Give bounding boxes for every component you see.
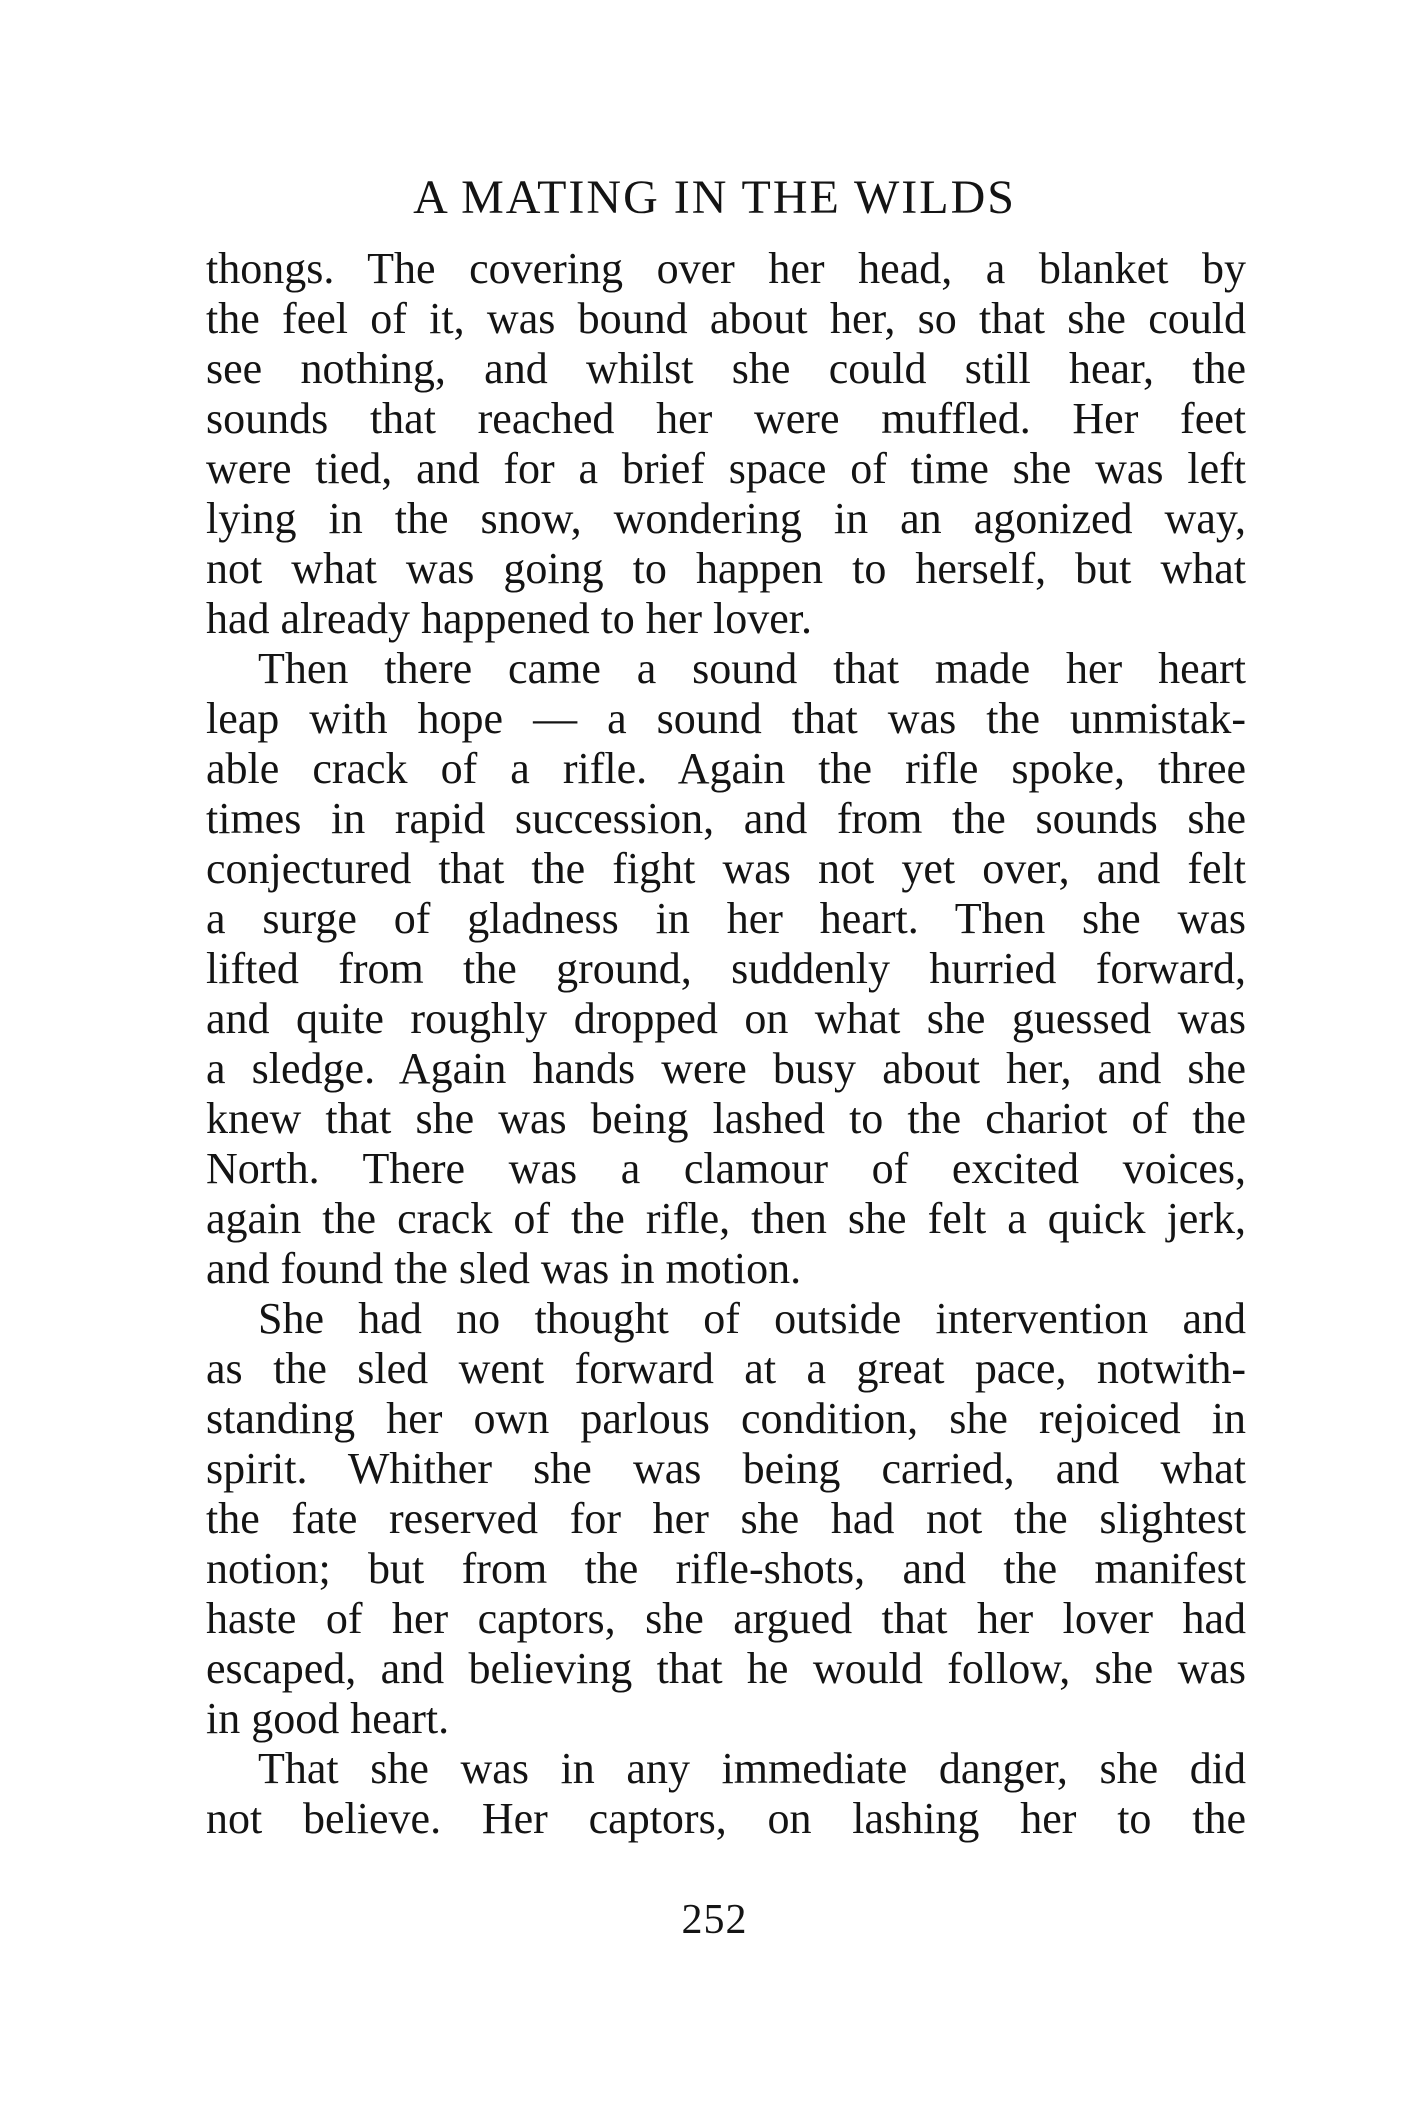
running-head: A MATING IN THE WILDS xyxy=(413,171,1016,224)
text-line: standing her own parlous condition, she rejoiced in xyxy=(206,1394,1246,1443)
text-line: escaped, and believing that he would follow, she was xyxy=(206,1644,1246,1693)
text-line: knew that she was being lashed to the chariot of the xyxy=(206,1094,1246,1143)
text-line: haste of her captors, she argued that her lover had xyxy=(206,1594,1246,1643)
paragraph-start-line: That she was in any immediate danger, she did xyxy=(258,1744,1246,1793)
text-line: able crack of a rifle. Again the rifle spoke, three xyxy=(206,744,1246,793)
page-number: 252 xyxy=(681,1897,748,1943)
text-line: the fate reserved for her she had not the slightest xyxy=(206,1494,1246,1543)
text-line: notion; but from the rifle-shots, and the manifest xyxy=(206,1544,1246,1593)
text-line: leap with hope — a sound that was the unmistak- xyxy=(206,694,1246,743)
text-line: spirit. Whither she was being carried, and what xyxy=(206,1444,1246,1493)
text-line: not what was going to happen to herself, but what xyxy=(206,544,1246,593)
paragraph-start-line: She had no thought of outside intervention and xyxy=(258,1294,1246,1343)
text-line: see nothing, and whilst she could still hear, the xyxy=(206,344,1246,393)
text-line: again the crack of the rifle, then she felt a quick jerk, xyxy=(206,1194,1246,1243)
text-line: a surge of gladness in her heart. Then she was xyxy=(206,894,1246,943)
text-line: thongs. The covering over her head, a blanket by xyxy=(206,244,1246,293)
text-line: a sledge. Again hands were busy about her, and she xyxy=(206,1044,1246,1093)
text-line: were tied, and for a brief space of time she was left xyxy=(206,444,1246,493)
text-line: conjectured that the fight was not yet over, and felt xyxy=(206,844,1246,893)
body-text xyxy=(206,244,1246,1844)
text-line: North. There was a clamour of excited voices, xyxy=(206,1144,1246,1193)
paragraph-start-line: Then there came a sound that made her heart xyxy=(258,644,1246,693)
text-line: the feel of it, was bound about her, so that she could xyxy=(206,294,1246,343)
text-line: lying in the snow, wondering in an agonized way, xyxy=(206,494,1246,543)
text-line: and quite roughly dropped on what she guessed was xyxy=(206,994,1246,1043)
text-line: in good heart. xyxy=(206,1694,450,1743)
text-line: had already happened to her lover. xyxy=(206,594,812,643)
text-line: and found the sled was in motion. xyxy=(206,1244,802,1293)
text-line: not believe. Her captors, on lashing her to the xyxy=(206,1794,1246,1843)
text-line: lifted from the ground, suddenly hurried forward, xyxy=(206,944,1246,993)
text-line: as the sled went forward at a great pace, notwith- xyxy=(206,1344,1246,1393)
text-line: times in rapid succession, and from the sounds she xyxy=(206,794,1246,843)
text-line: sounds that reached her were muffled. Her feet xyxy=(206,394,1246,443)
